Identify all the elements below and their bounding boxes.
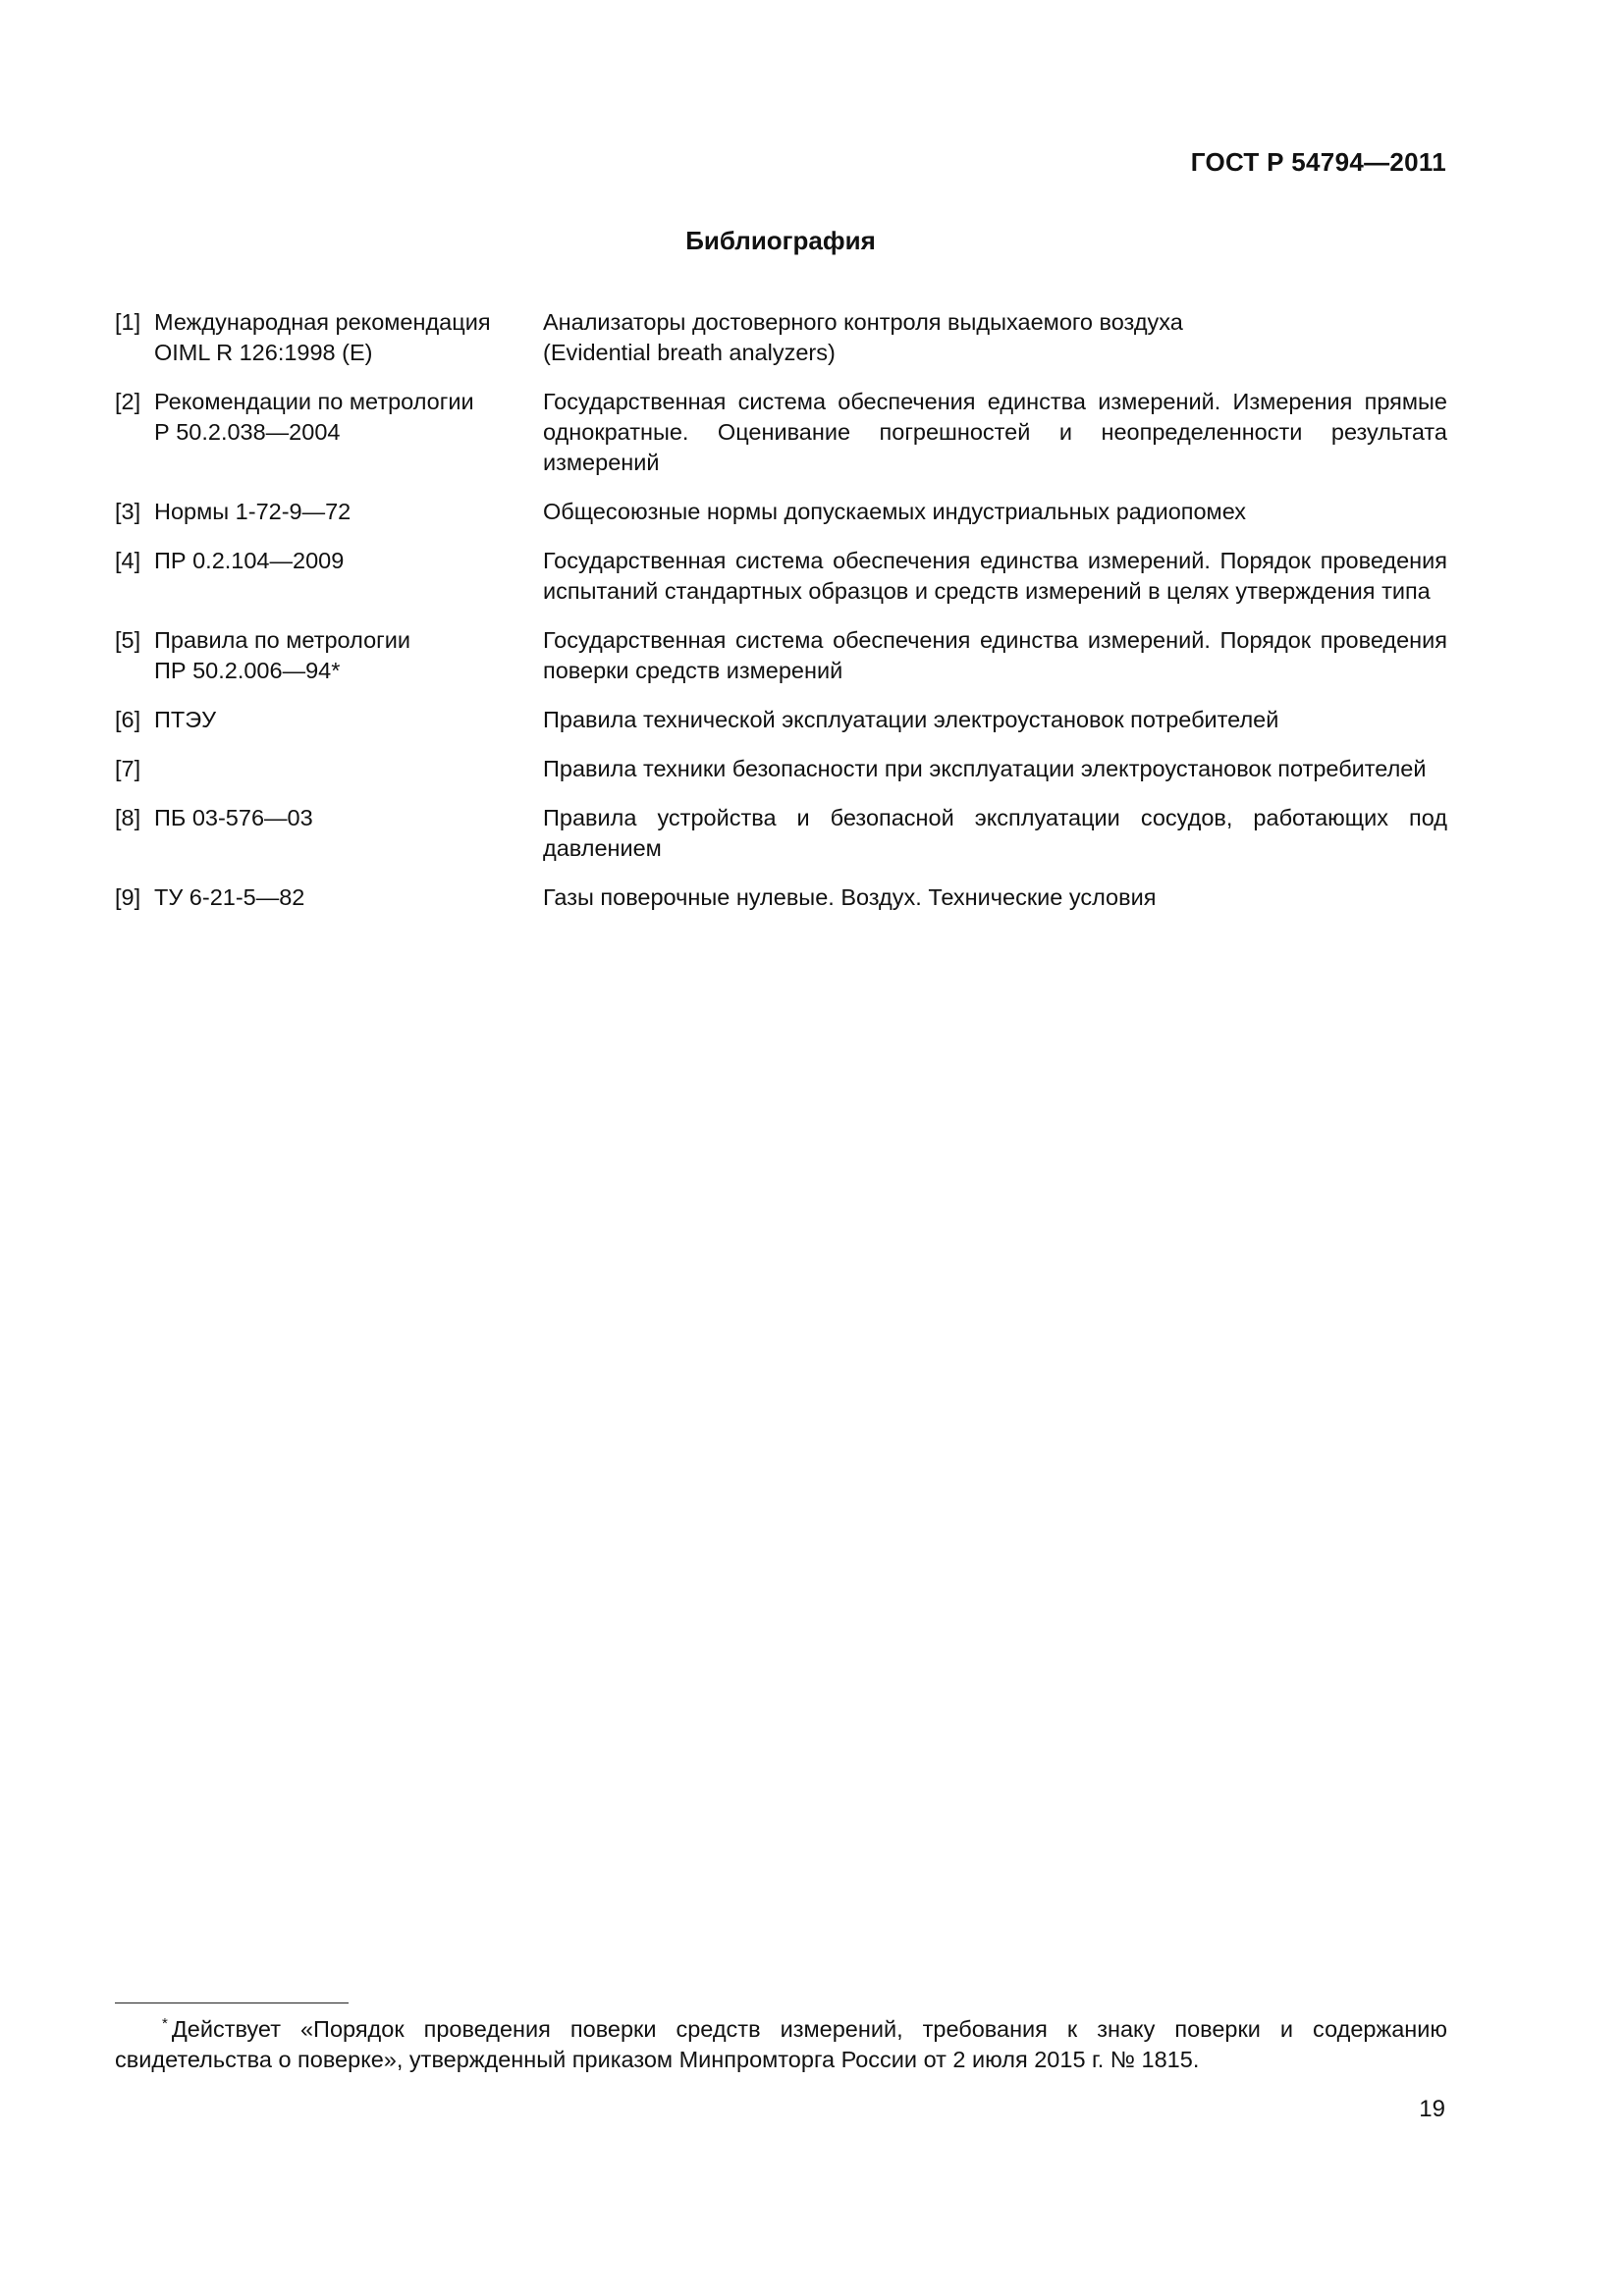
entry-title: Государственная система обеспечения единства измерений. Порядок проведения поверки средств измерений (543, 627, 1447, 683)
page-number: 19 (1419, 2096, 1445, 2122)
entry-source: Правила по метрологии ПР 50.2.006—94* (154, 627, 410, 683)
bibliography-entry-9 (115, 882, 1447, 913)
entry-number: [6] (115, 707, 141, 732)
footnote (115, 2014, 1447, 2075)
entry-title: Газы поверочные нулевые. Воздух. Технические условия (543, 884, 1157, 910)
entry-title: Правила техники безопасности при эксплуатации электроустановок потребителей (543, 756, 1427, 781)
footnote-text: Действует «Порядок проведения поверки средств измерений, требования к знаку поверки и содержанию свидетельства о поверке», утвержденный приказом Минпромторга России от 2 июля 2015 г. № 1815. (115, 2016, 1447, 2072)
entry-source: Международная рекомендация OIML R 126:1998 (E) (154, 309, 491, 365)
entry-number: [1] (115, 309, 141, 335)
entry-number: [2] (115, 389, 141, 414)
bibliography-entry-7 (115, 754, 1447, 784)
bibliography-entry-5 (115, 625, 1447, 686)
entry-title: Правила устройства и безопасной эксплуатации сосудов, работающих под давлением (543, 805, 1447, 861)
footnote-marker: * (162, 2015, 168, 2032)
entry-source: ТУ 6-21-5—82 (154, 884, 305, 910)
bibliography-entry-1 (115, 307, 1447, 368)
entry-title: Государственная система обеспечения единства измерений. Измерения прямые однократные. Оценивание погрешностей и неопределенности результата измерений (543, 389, 1447, 475)
bibliography-entry-2 (115, 387, 1447, 478)
bibliography-entry-4 (115, 546, 1447, 607)
bibliography-entry-3 (115, 497, 1447, 527)
entry-source: ПТЭУ (154, 707, 217, 732)
entry-title: Правила технической эксплуатации электроустановок потребителей (543, 707, 1279, 732)
entry-source: Рекомендации по метрологии Р 50.2.038—2004 (154, 389, 474, 445)
entry-number: [7] (115, 756, 141, 781)
entry-title: Государственная система обеспечения единства измерений. Порядок проведения испытаний стандартных образцов и средств измерений в целях утверждения типа (543, 548, 1447, 604)
entry-number: [8] (115, 805, 141, 830)
entry-title: Анализаторы достоверного контроля выдыхаемого воздуха (Evidential breath analyzers) (543, 309, 1183, 365)
entry-number: [9] (115, 884, 141, 910)
footnote-divider (115, 2002, 349, 2003)
entry-title: Общесоюзные нормы допускаемых индустриальных радиопомех (543, 499, 1247, 524)
bibliography-heading: Библиография (685, 226, 876, 255)
bibliography-entry-6 (115, 705, 1447, 735)
entry-number: [4] (115, 548, 141, 573)
document-code: ГОСТ Р 54794—2011 (1190, 147, 1446, 177)
bibliography-entry-8 (115, 803, 1447, 864)
entry-source: ПР 0.2.104—2009 (154, 548, 345, 573)
bibliography-list (115, 307, 1447, 932)
entry-number: [5] (115, 627, 141, 653)
entry-source: ПБ 03-576—03 (154, 805, 313, 830)
entry-source: Нормы 1-72-9—72 (154, 499, 352, 524)
entry-number: [3] (115, 499, 141, 524)
